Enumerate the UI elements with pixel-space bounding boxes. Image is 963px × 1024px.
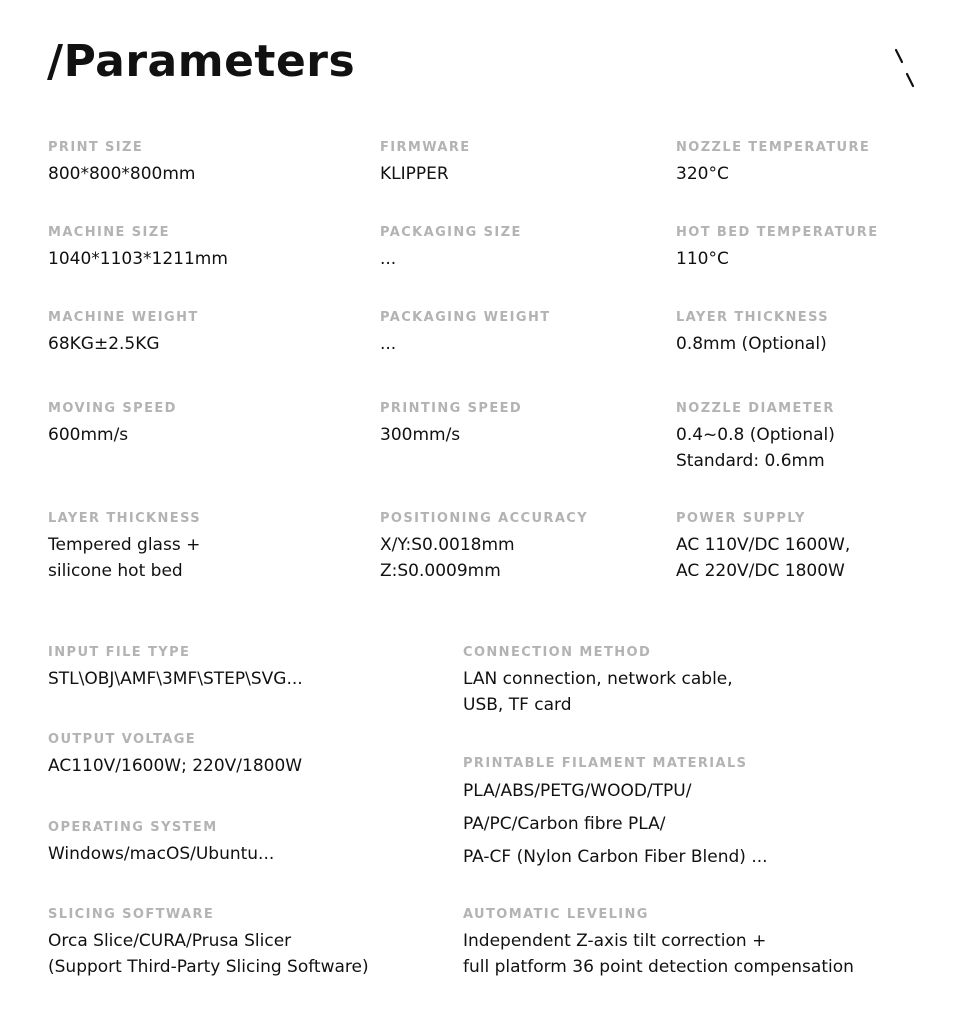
spec-positioning-accuracy <box>380 511 588 584</box>
spec-packaging-weight <box>380 310 551 357</box>
spec-machine-weight <box>48 310 199 357</box>
spec-label: FIRMWARE <box>380 140 471 155</box>
spec-label: HOT BED TEMPERATURE <box>676 225 879 240</box>
spec-value: Orca Slice/CURA/Prusa Slicer (Support Third-Party Slicing Software) <box>48 931 369 977</box>
spec-slicing-software <box>48 907 369 980</box>
spec-print-size <box>48 140 195 187</box>
spec-operating-system <box>48 820 274 867</box>
spec-label: NOZZLE DIAMETER <box>676 401 835 416</box>
spec-automatic-leveling <box>463 907 854 980</box>
spec-moving-speed <box>48 401 177 448</box>
spec-value: 1040*1103*1211mm <box>48 249 228 269</box>
spec-packaging-size <box>380 225 522 272</box>
spec-power-supply <box>676 511 850 584</box>
spec-label: PACKAGING SIZE <box>380 225 522 240</box>
spec-nozzle-temperature <box>676 140 870 187</box>
spec-value: Tempered glass + silicone hot bed <box>48 535 201 581</box>
spec-bed-type <box>48 511 201 584</box>
spec-label: CONNECTION METHOD <box>463 645 652 660</box>
page-title: /Parameters <box>47 36 356 87</box>
spec-value: PLA/ABS/PETG/WOOD/TPU/ PA/PC/Carbon fibre PLA/ PA-CF (Nylon Carbon Fiber Blend) ... <box>463 781 768 867</box>
spec-hot-bed-temperature <box>676 225 879 272</box>
spec-label: INPUT FILE TYPE <box>48 645 191 660</box>
spec-label: SLICING SOFTWARE <box>48 907 215 922</box>
spec-value: AC 110V/DC 1600W, AC 220V/DC 1800W <box>676 535 851 581</box>
spec-value: KLIPPER <box>380 164 449 184</box>
spec-label: PACKAGING WEIGHT <box>380 310 551 325</box>
spec-value: AC110V/1600W; 220V/1800W <box>48 756 303 776</box>
spec-value: 600mm/s <box>48 425 129 445</box>
spec-value: 68KG±2.5KG <box>48 334 160 354</box>
spec-value: Windows/macOS/Ubuntu... <box>48 844 275 864</box>
spec-label: POSITIONING ACCURACY <box>380 511 589 526</box>
spec-machine-size <box>48 225 228 272</box>
spec-label: LAYER THICKNESS <box>676 310 830 325</box>
slash-decoration-icon <box>893 44 917 88</box>
spec-firmware <box>380 140 471 187</box>
spec-label: OPERATING SYSTEM <box>48 820 218 835</box>
spec-label: PRINTING SPEED <box>380 401 523 416</box>
spec-value: X/Y:S0.0018mm Z:S0.0009mm <box>380 535 515 581</box>
spec-value: ... <box>380 249 397 269</box>
spec-value: 320°C <box>676 164 729 184</box>
spec-printable-filament-materials <box>463 756 768 874</box>
spec-output-voltage <box>48 732 302 779</box>
spec-value: 800*800*800mm <box>48 164 196 184</box>
spec-label: MACHINE SIZE <box>48 225 170 240</box>
spec-value: 0.4~0.8 (Optional) Standard: 0.6mm <box>676 425 835 471</box>
spec-value: Independent Z-axis tilt correction + full platform 36 point detection compensation <box>463 931 854 977</box>
spec-value: 0.8mm (Optional) <box>676 334 827 354</box>
spec-label: MACHINE WEIGHT <box>48 310 199 325</box>
spec-label: POWER SUPPLY <box>676 511 806 526</box>
spec-label: AUTOMATIC LEVELING <box>463 907 649 922</box>
spec-label: OUTPUT VOLTAGE <box>48 732 197 747</box>
spec-value: ... <box>380 334 397 354</box>
spec-layer-thickness <box>676 310 829 357</box>
spec-value: STL\OBJ\AMF\3MF\STEP\SVG... <box>48 669 303 689</box>
spec-connection-method <box>463 645 733 718</box>
spec-label: PRINT SIZE <box>48 140 144 155</box>
spec-label: MOVING SPEED <box>48 401 177 416</box>
spec-label: LAYER THICKNESS <box>48 511 202 526</box>
spec-printing-speed <box>380 401 522 448</box>
spec-label: PRINTABLE FILAMENT MATERIALS <box>463 756 748 771</box>
spec-nozzle-diameter <box>676 401 835 474</box>
spec-label: NOZZLE TEMPERATURE <box>676 140 871 155</box>
spec-input-file-type <box>48 645 303 692</box>
spec-value: 300mm/s <box>380 425 461 445</box>
spec-value: 110°C <box>676 249 729 269</box>
spec-value: LAN connection, network cable, USB, TF card <box>463 669 733 715</box>
